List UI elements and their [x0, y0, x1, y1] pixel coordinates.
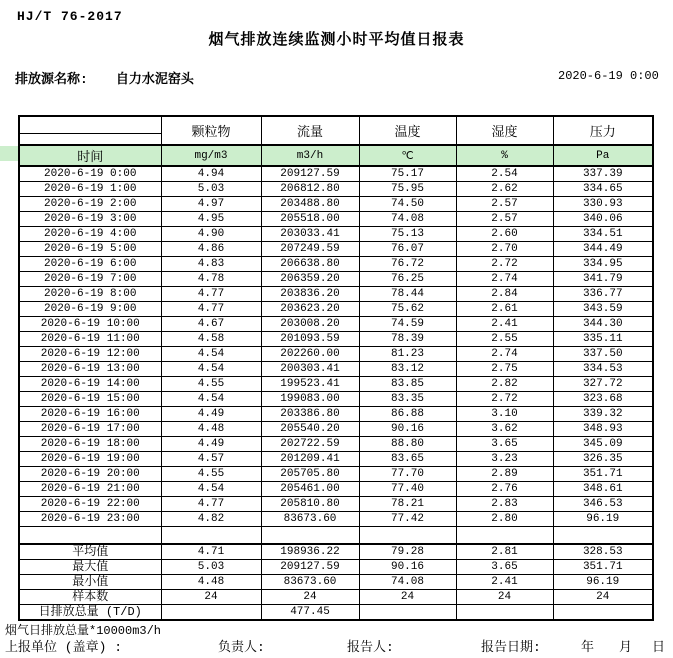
value-cell: 205705.80: [261, 467, 359, 482]
emission-source-label: 排放源名称:: [15, 72, 88, 87]
value-cell: 334.51: [553, 227, 653, 242]
value-cell: 4.49: [161, 407, 261, 422]
value-cell: 2.62: [456, 182, 553, 197]
value-cell: 337.39: [553, 166, 653, 182]
column-header: 压力: [553, 116, 653, 145]
value-cell: 2.54: [456, 166, 553, 182]
summary-value-cell: 74.08: [359, 574, 456, 589]
time-cell: 2020-6-19 2:00: [19, 197, 161, 212]
column-unit: ℃: [359, 145, 456, 166]
value-cell: 4.54: [161, 392, 261, 407]
value-cell: 2.61: [456, 302, 553, 317]
value-cell: 335.11: [553, 332, 653, 347]
value-cell: 326.35: [553, 452, 653, 467]
time-cell: 2020-6-19 4:00: [19, 227, 161, 242]
corner-cell: [19, 116, 161, 145]
time-cell: 2020-6-19 11:00: [19, 332, 161, 347]
value-cell: 202722.59: [261, 437, 359, 452]
summary-label: 平均值: [19, 544, 161, 560]
summary-value-cell: [161, 604, 261, 620]
signature-line: [0, 636, 673, 655]
value-cell: 4.86: [161, 242, 261, 257]
value-cell: 337.50: [553, 347, 653, 362]
summary-row: [19, 604, 653, 620]
value-cell: 203623.20: [261, 302, 359, 317]
table-row: [19, 272, 653, 287]
table-row: [19, 407, 653, 422]
value-cell: 83.85: [359, 377, 456, 392]
value-cell: 348.93: [553, 422, 653, 437]
report-unit-label: 上报单位 (盖章) :: [5, 640, 123, 655]
page-title: 烟气排放连续监测小时平均值日报表: [208, 32, 465, 49]
value-cell: 5.03: [161, 182, 261, 197]
summary-row: [19, 544, 653, 560]
column-unit: mg/m3: [161, 145, 261, 166]
summary-value-cell: 24: [553, 589, 653, 604]
value-cell: 83673.60: [261, 512, 359, 527]
value-cell: 4.77: [161, 287, 261, 302]
value-cell: 4.48: [161, 422, 261, 437]
table-row: [19, 392, 653, 407]
time-cell: 2020-6-19 0:00: [19, 166, 161, 182]
value-cell: 4.83: [161, 257, 261, 272]
value-cell: 200303.41: [261, 362, 359, 377]
value-cell: 78.39: [359, 332, 456, 347]
value-cell: 206812.80: [261, 182, 359, 197]
day-label: 日: [652, 640, 666, 655]
value-cell: 340.06: [553, 212, 653, 227]
value-cell: 2.72: [456, 392, 553, 407]
reporter-label: 报告人:: [347, 640, 394, 655]
value-cell: 88.80: [359, 437, 456, 452]
value-cell: 201093.59: [261, 332, 359, 347]
value-cell: 75.17: [359, 166, 456, 182]
value-cell: 4.90: [161, 227, 261, 242]
value-cell: 74.50: [359, 197, 456, 212]
value-cell: 4.94: [161, 166, 261, 182]
column-header: 温度: [359, 116, 456, 145]
table-row: [19, 166, 653, 182]
value-cell: 206638.80: [261, 257, 359, 272]
value-cell: 203033.41: [261, 227, 359, 242]
value-cell: 199083.00: [261, 392, 359, 407]
value-cell: 2.60: [456, 227, 553, 242]
value-cell: 96.19: [553, 512, 653, 527]
value-cell: 2.80: [456, 512, 553, 527]
table-row: [19, 212, 653, 227]
value-cell: 75.95: [359, 182, 456, 197]
time-cell: 2020-6-19 1:00: [19, 182, 161, 197]
value-cell: 74.08: [359, 212, 456, 227]
summary-value-cell: 90.16: [359, 559, 456, 574]
summary-label: 日排放总量 (T/D): [19, 604, 161, 620]
units-row: [19, 145, 653, 166]
value-cell: 330.93: [553, 197, 653, 212]
corner-split-top: [20, 117, 161, 134]
time-cell: 2020-6-19 3:00: [19, 212, 161, 227]
value-cell: 203386.80: [261, 407, 359, 422]
value-cell: 75.13: [359, 227, 456, 242]
summary-label: 最大值: [19, 559, 161, 574]
data-rows: [19, 166, 653, 527]
summary-value-cell: 4.48: [161, 574, 261, 589]
value-cell: 341.79: [553, 272, 653, 287]
time-cell: 2020-6-19 12:00: [19, 347, 161, 362]
value-cell: 4.58: [161, 332, 261, 347]
value-cell: 4.55: [161, 377, 261, 392]
table-row: [19, 182, 653, 197]
summary-label: 样本数: [19, 589, 161, 604]
value-cell: 203836.20: [261, 287, 359, 302]
summary-value-cell: 2.81: [456, 544, 553, 560]
table-row: [19, 347, 653, 362]
value-cell: 4.55: [161, 467, 261, 482]
value-cell: 201209.41: [261, 452, 359, 467]
summary-value-cell: 198936.22: [261, 544, 359, 560]
column-header: 流量: [261, 116, 359, 145]
time-cell: 2020-6-19 8:00: [19, 287, 161, 302]
summary-value-cell: [553, 604, 653, 620]
value-cell: 202260.00: [261, 347, 359, 362]
table-row: [19, 197, 653, 212]
value-cell: 2.57: [456, 212, 553, 227]
table-row: [19, 227, 653, 242]
column-unit: Pa: [553, 145, 653, 166]
value-cell: 345.09: [553, 437, 653, 452]
table-row: [19, 242, 653, 257]
table-row: [19, 257, 653, 272]
summary-value-cell: [359, 604, 456, 620]
month-label: 月: [619, 640, 633, 655]
value-cell: 83.65: [359, 452, 456, 467]
time-column-header: 时间: [19, 145, 161, 166]
summary-value-cell: 4.71: [161, 544, 261, 560]
summary-value-cell: 5.03: [161, 559, 261, 574]
value-cell: 207249.59: [261, 242, 359, 257]
standard-code: HJ/T 76-2017: [17, 9, 123, 24]
table-row: [19, 317, 653, 332]
table-row: [19, 452, 653, 467]
value-cell: 203008.20: [261, 317, 359, 332]
value-cell: 4.97: [161, 197, 261, 212]
time-cell: 2020-6-19 7:00: [19, 272, 161, 287]
value-cell: 3.65: [456, 437, 553, 452]
value-cell: 2.89: [456, 467, 553, 482]
report-datetime: 2020-6-19 0:00: [558, 69, 659, 83]
table-row: [19, 467, 653, 482]
value-cell: 4.77: [161, 497, 261, 512]
value-cell: 3.10: [456, 407, 553, 422]
time-cell: 2020-6-19 18:00: [19, 437, 161, 452]
emission-source-line: [15, 68, 194, 87]
value-cell: 334.65: [553, 182, 653, 197]
time-cell: 2020-6-19 10:00: [19, 317, 161, 332]
year-label: 年: [581, 640, 595, 655]
summary-rows: [19, 544, 653, 620]
value-cell: 334.95: [553, 257, 653, 272]
report-date-label: 报告日期:: [481, 640, 541, 655]
value-cell: 76.07: [359, 242, 456, 257]
value-cell: 75.62: [359, 302, 456, 317]
summary-value-cell: [456, 604, 553, 620]
value-cell: 90.16: [359, 422, 456, 437]
table-row: [19, 332, 653, 347]
value-cell: 206359.20: [261, 272, 359, 287]
value-cell: 4.67: [161, 317, 261, 332]
value-cell: 2.41: [456, 317, 553, 332]
summary-row: [19, 574, 653, 589]
value-cell: 4.95: [161, 212, 261, 227]
value-cell: 327.72: [553, 377, 653, 392]
time-cell: 2020-6-19 20:00: [19, 467, 161, 482]
value-cell: 76.72: [359, 257, 456, 272]
value-cell: 4.54: [161, 347, 261, 362]
value-cell: 205540.20: [261, 422, 359, 437]
header-row: [19, 116, 653, 145]
value-cell: 86.88: [359, 407, 456, 422]
value-cell: 2.83: [456, 497, 553, 512]
hourly-report-table: [18, 115, 654, 621]
table-row: [19, 512, 653, 527]
value-cell: 4.54: [161, 362, 261, 377]
value-cell: 2.55: [456, 332, 553, 347]
value-cell: 334.53: [553, 362, 653, 377]
time-cell: 2020-6-19 23:00: [19, 512, 161, 527]
time-cell: 2020-6-19 5:00: [19, 242, 161, 257]
time-cell: 2020-6-19 13:00: [19, 362, 161, 377]
value-cell: 209127.59: [261, 166, 359, 182]
value-cell: 2.74: [456, 272, 553, 287]
responsible-person-label: 负责人:: [218, 640, 265, 655]
value-cell: 2.72: [456, 257, 553, 272]
value-cell: 81.23: [359, 347, 456, 362]
summary-value-cell: 3.65: [456, 559, 553, 574]
column-header: 湿度: [456, 116, 553, 145]
value-cell: 4.54: [161, 482, 261, 497]
value-cell: 348.61: [553, 482, 653, 497]
value-cell: 199523.41: [261, 377, 359, 392]
column-unit: m3/h: [261, 145, 359, 166]
table-row: [19, 287, 653, 302]
corner-split-bottom: [20, 134, 161, 144]
summary-value-cell: 351.71: [553, 559, 653, 574]
value-cell: 205810.80: [261, 497, 359, 512]
time-cell: 2020-6-19 19:00: [19, 452, 161, 467]
value-cell: 344.30: [553, 317, 653, 332]
value-cell: 4.49: [161, 437, 261, 452]
value-cell: 4.78: [161, 272, 261, 287]
time-cell: 2020-6-19 22:00: [19, 497, 161, 512]
summary-row: [19, 589, 653, 604]
time-cell: 2020-6-19 21:00: [19, 482, 161, 497]
summary-label: 最小值: [19, 574, 161, 589]
table-row: [19, 497, 653, 512]
value-cell: 205518.00: [261, 212, 359, 227]
value-cell: 83.12: [359, 362, 456, 377]
time-cell: 2020-6-19 14:00: [19, 377, 161, 392]
spacer-row: [19, 527, 653, 544]
summary-value-cell: 24: [359, 589, 456, 604]
value-cell: 343.59: [553, 302, 653, 317]
summary-value-cell: 209127.59: [261, 559, 359, 574]
table-row: [19, 437, 653, 452]
value-cell: 203488.80: [261, 197, 359, 212]
time-cell: 2020-6-19 15:00: [19, 392, 161, 407]
value-cell: 323.68: [553, 392, 653, 407]
value-cell: 77.42: [359, 512, 456, 527]
summary-value-cell: 328.53: [553, 544, 653, 560]
value-cell: 76.25: [359, 272, 456, 287]
value-cell: 78.21: [359, 497, 456, 512]
summary-value-cell: 83673.60: [261, 574, 359, 589]
table-row: [19, 482, 653, 497]
time-cell: 2020-6-19 9:00: [19, 302, 161, 317]
summary-value-cell: 2.41: [456, 574, 553, 589]
summary-value-cell: 477.45: [261, 604, 359, 620]
summary-value-cell: 96.19: [553, 574, 653, 589]
value-cell: 2.84: [456, 287, 553, 302]
value-cell: 2.57: [456, 197, 553, 212]
table-row: [19, 362, 653, 377]
summary-value-cell: 24: [161, 589, 261, 604]
table-row: [19, 377, 653, 392]
table-row: [19, 302, 653, 317]
value-cell: 4.82: [161, 512, 261, 527]
table-row: [19, 422, 653, 437]
value-cell: 77.70: [359, 467, 456, 482]
value-cell: 205461.00: [261, 482, 359, 497]
value-cell: 83.35: [359, 392, 456, 407]
value-cell: 2.74: [456, 347, 553, 362]
summary-row: [19, 559, 653, 574]
daily-total-note: 烟气日排放总量*10000m3/h: [5, 624, 162, 638]
column-unit: %: [456, 145, 553, 166]
value-cell: 336.77: [553, 287, 653, 302]
column-header: 颗粒物: [161, 116, 261, 145]
value-cell: 4.57: [161, 452, 261, 467]
value-cell: 74.59: [359, 317, 456, 332]
value-cell: 2.82: [456, 377, 553, 392]
value-cell: 2.76: [456, 482, 553, 497]
value-cell: 2.75: [456, 362, 553, 377]
value-cell: 78.44: [359, 287, 456, 302]
value-cell: 346.53: [553, 497, 653, 512]
summary-value-cell: 24: [261, 589, 359, 604]
time-cell: 2020-6-19 16:00: [19, 407, 161, 422]
value-cell: 3.62: [456, 422, 553, 437]
time-cell: 2020-6-19 17:00: [19, 422, 161, 437]
value-cell: 344.49: [553, 242, 653, 257]
summary-value-cell: 79.28: [359, 544, 456, 560]
green-row-bleed: [0, 146, 19, 161]
value-cell: 3.23: [456, 452, 553, 467]
value-cell: 339.32: [553, 407, 653, 422]
value-cell: 2.70: [456, 242, 553, 257]
summary-value-cell: 24: [456, 589, 553, 604]
time-cell: 2020-6-19 6:00: [19, 257, 161, 272]
value-cell: 77.40: [359, 482, 456, 497]
value-cell: 351.71: [553, 467, 653, 482]
emission-source-name: 自力水泥窑头: [115, 72, 194, 87]
value-cell: 4.77: [161, 302, 261, 317]
